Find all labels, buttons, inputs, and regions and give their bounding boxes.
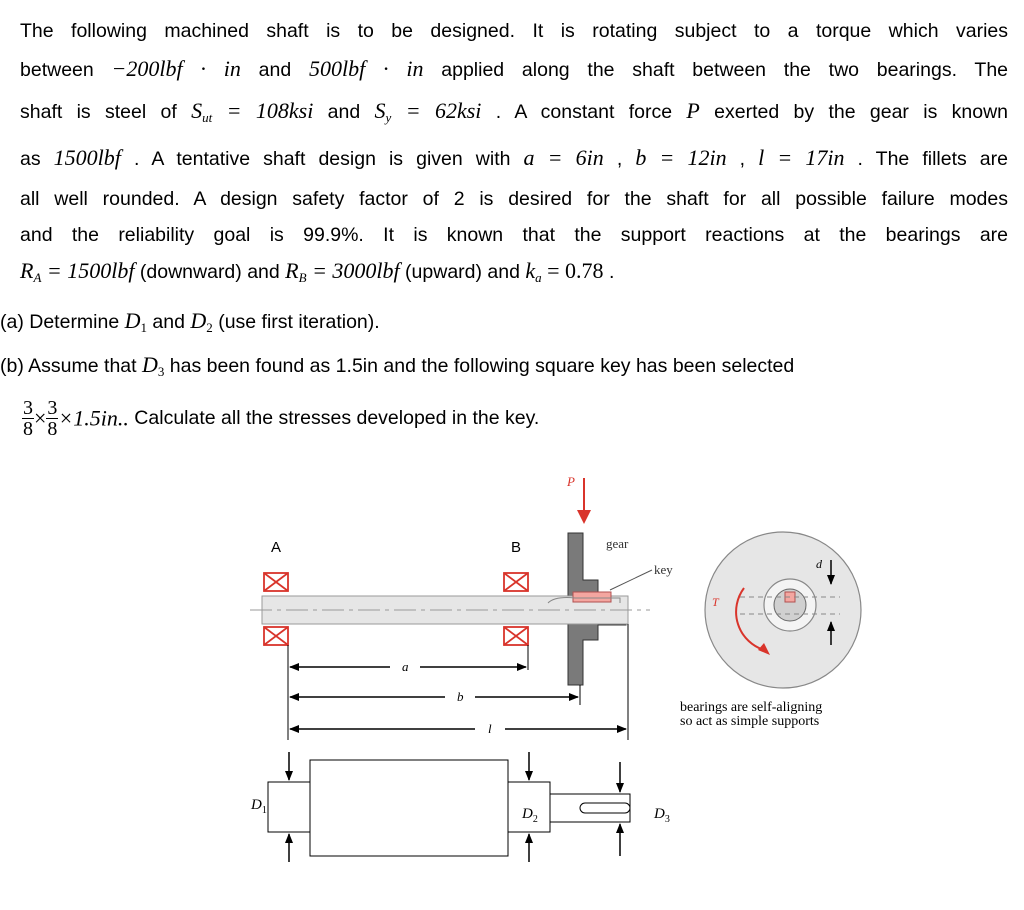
gear-label: gear [606, 536, 629, 551]
key-fraction-1: $\frac{3}{8}$ [23, 397, 33, 440]
problem-line-5: all well rounded. A design safety factor of 2 is desired for the shaft for all possible failure modes [20, 188, 1008, 210]
diameter-d-label: d [816, 557, 822, 571]
dimension-b [290, 689, 578, 704]
key-size: $\frac{3}{8}$ × $\frac{3}{8}$ ×1.5in.. Calculate all the stresses developed in the key. [23, 397, 540, 440]
ra-value: = 1500lbf [41, 258, 135, 283]
torque-min: −200lbf · in [111, 56, 241, 81]
dimension-a-label: a [402, 659, 409, 674]
force-p-label: P [567, 474, 575, 489]
problem-line-7: $R_A = 1500lbf$ (downward) and $R_B = 3000lbf$ (upward) and $k_a = 0.78$ . [20, 258, 615, 285]
key [573, 592, 611, 602]
dimension-l [290, 721, 626, 736]
bearing-a-label: A [271, 539, 282, 556]
problem-line-3: shaft is steel of $S_{ut} = 108ksi$ and $S_y = 62ksi$ . A constant force P exerted by the gear is known [20, 98, 1009, 125]
b-value: b = 12in [635, 145, 727, 170]
problem-line-6: and the reliability goal is 99.9%. It is known that the support reactions at the bearings are [20, 224, 1008, 246]
dimension-l-label: l [488, 721, 492, 736]
bearing-note-line-2: so act as simple supports [680, 714, 820, 729]
bearing-b-label: B [511, 539, 522, 556]
rb-symbol: R [285, 258, 299, 283]
sy-symbol: S [374, 98, 386, 123]
part-a: (a) Determine $D_1$ and $D_2$ (use first iteration). [0, 308, 380, 335]
sut-value: = 108ksi [212, 98, 314, 123]
force-p-arrow [577, 478, 591, 524]
ka-value: = 0.78 [541, 258, 604, 283]
rb-value: = 3000lbf [306, 258, 400, 283]
ka-symbol: k [525, 258, 536, 283]
d3-label: $D_3$ [654, 806, 670, 825]
cross-section [705, 532, 861, 688]
problem-line-4: as 1500lbf . A tentative shaft design is given with a = 6in , b = 12in , l = 17in . The fillets are [20, 145, 1008, 170]
dimension-b-label: b [457, 689, 464, 704]
problem-line-2: between −200lbf · in and 500lbf · in applied along the shaft between the two bearings. The [20, 56, 1009, 81]
problem-line-1: The following machined shaft is to be designed. It is rotating subject to a torque which varies [20, 20, 1008, 42]
key-fraction-2: $\frac{3}{8}$ [47, 397, 58, 440]
p-symbol: P [686, 98, 700, 123]
d2-label: $D_2$ [522, 806, 538, 825]
a-value: a = 6in [523, 145, 604, 170]
key-label: key [654, 562, 673, 577]
bearing-note-line-1: bearings are self-aligning [680, 700, 823, 715]
d1-label: $D_1$ [251, 797, 267, 816]
sy-value: = 62ksi [391, 98, 482, 123]
part-b: (b) Assume that $D_3$ has been found as 1.5in and the following square key has been selected [0, 352, 795, 379]
dimension-a [290, 659, 526, 674]
l-value: l = 17in [758, 145, 845, 170]
p-value: 1500lbf [53, 145, 121, 170]
torque-max: 500lbf · in [308, 56, 424, 81]
sut-symbol: S [191, 98, 203, 123]
stepped-shaft [268, 760, 630, 856]
ra-symbol: R [20, 258, 34, 283]
torque-label: T [712, 595, 719, 609]
